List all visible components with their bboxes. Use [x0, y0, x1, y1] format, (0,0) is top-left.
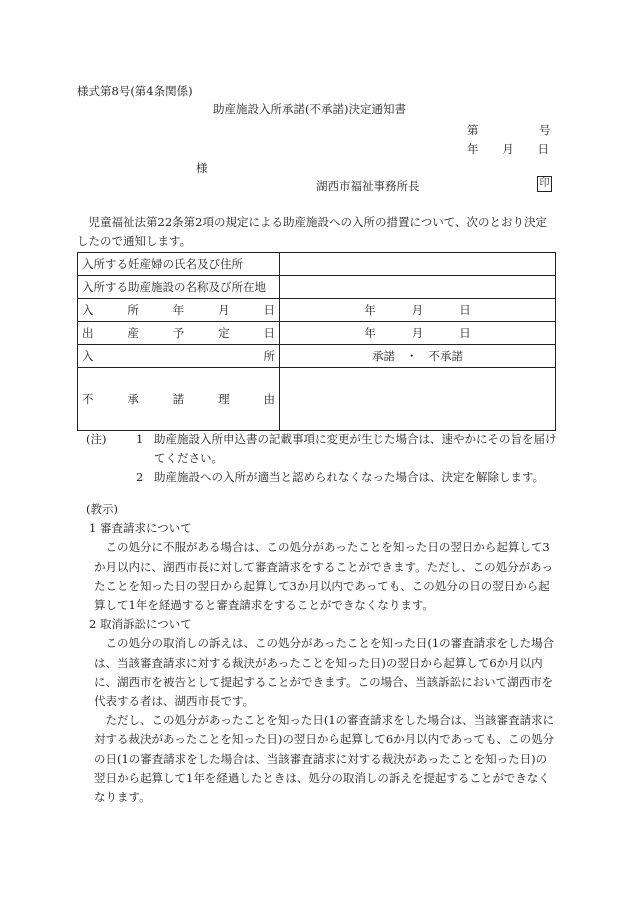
label-char: 出: [82, 326, 94, 340]
row-label-facility: 入所する助産施設の名称及び所在地: [78, 276, 280, 299]
due-date-cell: [280, 322, 556, 345]
label-char: 由: [263, 392, 275, 406]
table-row: [78, 276, 556, 299]
row-label-admission: [78, 345, 280, 368]
date-year: 年: [364, 326, 376, 340]
date-month: 月: [411, 303, 424, 317]
label-char: 日: [263, 303, 275, 317]
row-label-due-date: [78, 322, 280, 345]
label-char: 年: [172, 303, 185, 317]
facility-value-cell: [280, 276, 556, 299]
decision-table: [77, 252, 556, 431]
date-month: 月: [502, 142, 514, 156]
section-heading: 2 取消訴訟について: [89, 617, 192, 632]
form-number: 様式第8号(第4条関係): [77, 84, 193, 98]
label-char: 所: [263, 349, 275, 363]
teaching-title: (教示): [86, 502, 118, 516]
section-paragraph: この処分の取消しの訴えは、この処分があったことを知った日(1の審査請求をした場合は、当該審査請求に対する裁決があったことを知った日)の翌日から起算して6か月以内に、湖西市を被告として提起することができます。この場合、当該訴訟において湖西市を代表する者は、湖西市長です。: [94, 636, 555, 709]
sender-name: 湖西市福祉事務所長: [316, 179, 420, 193]
approve-option: 承諾: [372, 349, 396, 363]
label-char: 入: [82, 349, 94, 363]
mother-value-cell: [280, 253, 556, 276]
note-number: 2: [136, 470, 144, 484]
disapprove-option: 不承諾: [428, 349, 463, 363]
label-char: 不: [82, 392, 94, 406]
date-year: 年: [467, 142, 479, 156]
date-day: 日: [459, 303, 471, 317]
label-char: 所: [127, 303, 139, 317]
row-label-mother: 入所する妊産婦の氏名及び住所: [78, 253, 280, 276]
date-day: 日: [537, 142, 549, 156]
notes-block: [86, 430, 558, 487]
label-char: 理: [218, 392, 230, 406]
table-row: [78, 368, 556, 431]
row-label-admission-date: [78, 299, 280, 322]
doc-number-suffix: 号: [539, 123, 551, 137]
approval-choice-cell: [280, 345, 556, 368]
reason-value-cell: [280, 368, 556, 431]
table-row: [78, 322, 556, 345]
section-paragraph: この処分に不服がある場合は、この処分があったことを知った日の翌日から起算して3か月以内に、湖西市長に対して審査請求をすることができます。ただし、この処分があったことを知った日の翌日から起算して3か月以内であっても、この処分の日の翌日から起算して1年を経過すると審査請求をすることができなくなります。: [94, 540, 553, 613]
label-char: 産: [127, 326, 139, 340]
date-year: 年: [364, 303, 376, 317]
separator-dot: ・: [406, 349, 418, 363]
section-heading: 1 審査請求について: [89, 521, 192, 536]
table-row: [78, 253, 556, 276]
row-label-reason: [78, 368, 280, 431]
label-char: 予: [172, 326, 185, 340]
label-char: 承: [127, 392, 139, 406]
seal-mark: 印: [537, 176, 552, 192]
note-number: 1: [136, 432, 144, 446]
document-title: 助産施設入所承諾(不承諾)決定通知書: [213, 102, 406, 116]
note-text: 助産施設入所申込書の記載事項に変更が生じた場合は、速やかにその旨を届けてください。: [154, 432, 557, 465]
admission-date-cell: [280, 299, 556, 322]
table-row: [78, 299, 556, 322]
teaching-section: [86, 500, 556, 807]
label-char: 定: [218, 326, 230, 340]
intro-paragraph: 児童福祉法第22条第2項の規定による助産施設への入所の措置について、次のとおり決定したので通知します。: [77, 215, 547, 248]
label-char: 日: [263, 326, 275, 340]
note-item: [86, 430, 558, 468]
date-day: 日: [459, 326, 471, 340]
addressee-suffix: 様: [196, 161, 208, 175]
label-char: 入: [82, 303, 94, 317]
date-month: 月: [411, 326, 424, 340]
note-item: [86, 468, 558, 487]
table-row: [78, 345, 556, 368]
note-text: 助産施設への入所が適当と認められなくなった場合は、決定を解除します。: [154, 470, 545, 484]
issue-date: [467, 141, 549, 157]
doc-number-label: 第: [467, 123, 479, 137]
notes-tag: (注): [86, 432, 107, 446]
label-char: 月: [218, 303, 230, 317]
section-paragraph: ただし、この処分があったことを知った日(1の審査請求をした場合は、当該審査請求に対する裁決があったことを知った日)の翌日から起算して6か月以内であっても、この処分の日(1の審査請求をした場合は、当該審査請求に対する裁決があったことを知った日)の翌日から起算して1年を経過したときは、処分の取消しの訴えを提起することができなくなります。: [94, 713, 555, 805]
label-char: 諾: [172, 392, 185, 406]
